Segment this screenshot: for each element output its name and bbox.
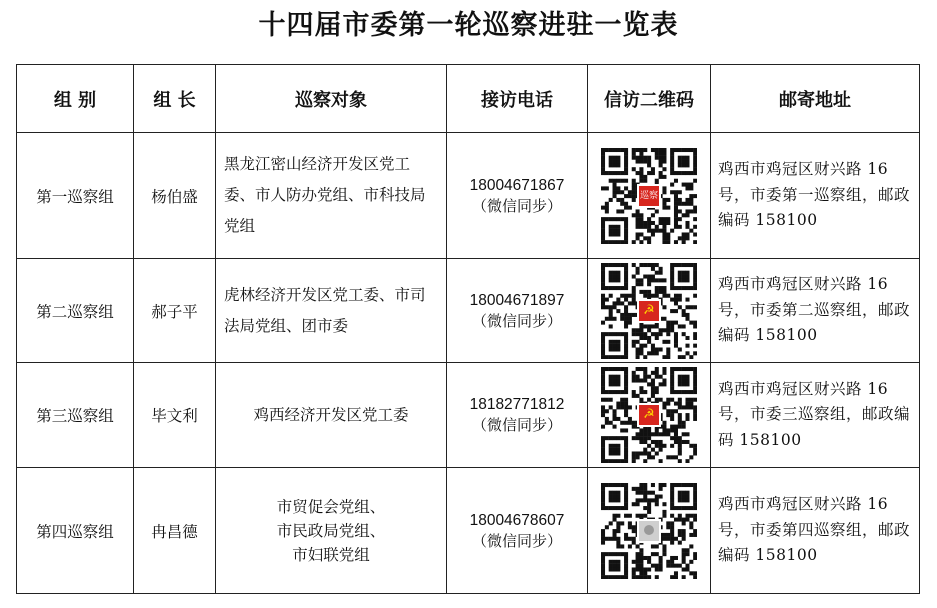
address-cell: 鸡西市鸡冠区财兴路 16号，市委第一巡察组，邮政编码 158100 — [711, 133, 920, 259]
address-cell: 鸡西市鸡冠区财兴路 16号，市委第四巡察组，邮政编码 158100 — [711, 468, 920, 594]
party-emblem-icon: ☭ — [637, 403, 661, 427]
party-emblem-icon: ☭ — [637, 299, 661, 323]
target-line: 市贸促会党组、 — [276, 497, 386, 516]
qr-code[interactable] — [601, 148, 697, 244]
phone-note: （微信同步） — [471, 416, 562, 434]
qr-cell — [588, 133, 711, 259]
phone-number[interactable]: 18004671897 — [469, 291, 565, 309]
column-header-target: 巡察对象 — [216, 65, 447, 133]
table-header-row — [17, 65, 920, 133]
phone-note: （微信同步） — [471, 311, 562, 330]
phone-cell — [447, 363, 588, 468]
address-cell: 鸡西市鸡冠区财兴路 16号，市委三巡察组，邮政编码 158100 — [711, 363, 920, 468]
table-row — [17, 133, 920, 259]
table-row — [17, 363, 920, 468]
leader-cell: 杨伯盛 — [134, 133, 216, 259]
phone-number[interactable]: 18004671867 — [469, 176, 565, 194]
leader-cell: 毕文利 — [134, 363, 216, 468]
phone-note: （微信同步） — [471, 196, 562, 215]
column-header-phone: 接访电话 — [447, 65, 588, 133]
qr-code[interactable] — [601, 367, 697, 463]
column-header-leader: 组 长 — [134, 65, 216, 133]
qr-code[interactable] — [601, 483, 697, 579]
address-cell: 鸡西市鸡冠区财兴路 16号，市委第二巡察组，邮政编码 158100 — [711, 259, 920, 363]
group-cell: 第四巡察组 — [17, 468, 134, 594]
target-line: 市妇联党组 — [292, 545, 370, 564]
table-row — [17, 259, 920, 363]
column-header-qrcode: 信访二维码 — [588, 65, 711, 133]
page-title: 十四届市委第一轮巡察进驻一览表 — [258, 10, 679, 41]
group-cell: 第一巡察组 — [17, 133, 134, 259]
phone-cell — [447, 133, 588, 259]
phone-note: （微信同步） — [471, 531, 562, 550]
group-cell: 第三巡察组 — [17, 363, 134, 468]
patrol-table — [16, 64, 920, 594]
patrol-logo-icon: 巡察 — [637, 184, 661, 208]
column-header-group: 组 别 — [17, 65, 134, 133]
target-cell: 黑龙江密山经济开发区党工委、市人防办党组、市科技局党组 — [216, 133, 447, 259]
qr-cell — [588, 363, 711, 468]
table-row — [17, 468, 920, 594]
qr-code[interactable] — [601, 263, 697, 359]
target-cell — [216, 468, 447, 594]
phone-cell — [447, 259, 588, 363]
qr-cell — [588, 468, 711, 594]
phone-number[interactable]: 18182771812 — [469, 396, 565, 413]
target-cell: 虎林经济开发区党工委、市司法局党组、团市委 — [216, 259, 447, 363]
default-avatar-icon — [637, 519, 661, 543]
group-cell: 第二巡察组 — [17, 259, 134, 363]
target-cell: 鸡西经济开发区党工委 — [216, 363, 447, 468]
leader-cell: 冉昌德 — [134, 468, 216, 594]
phone-number[interactable]: 18004678607 — [469, 511, 565, 529]
phone-cell — [447, 468, 588, 594]
column-header-address: 邮寄地址 — [711, 65, 920, 133]
target-line: 市民政局党组、 — [276, 521, 386, 540]
qr-cell — [588, 259, 711, 363]
leader-cell: 郝子平 — [134, 259, 216, 363]
